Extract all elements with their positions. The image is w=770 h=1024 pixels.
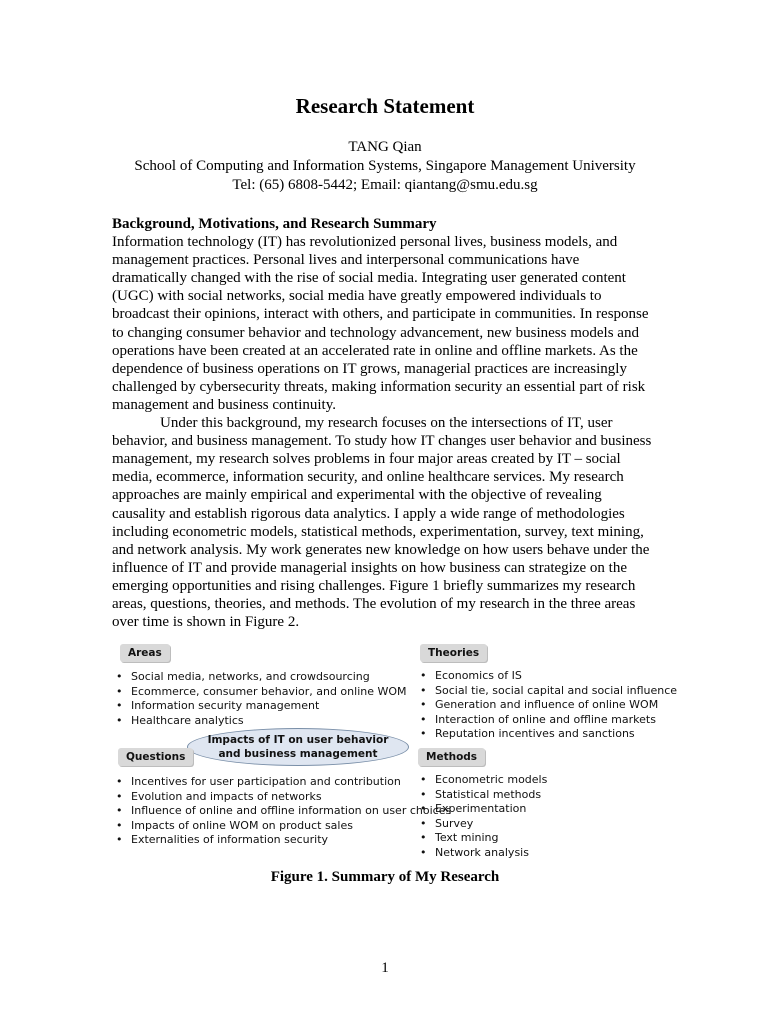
author-name: TANG Qian [348, 139, 422, 155]
list-item: • Healthcare analytics [114, 714, 407, 729]
list-item: • Network analysis [418, 846, 547, 861]
theories-label: Theories [420, 644, 487, 662]
list-item: • Statistical methods [418, 788, 547, 803]
document-title: Research Statement [295, 94, 475, 118]
center-concept-ellipse [187, 728, 409, 766]
section-heading: Background, Motivations, and Research Summary [112, 216, 437, 232]
list-item: • Experimentation [418, 802, 547, 817]
paragraph-1: Information technology (IT) has revolutionized personal lives, business models, and management practices. Personal lives and interpersonal communications have dramatically changed with the rise of social media. Integrating user generated content (UGC) with social networks, social media have greatly empowered individuals to broadcast their opinions, interact with others, and participate in communities. In response to changing consumer behavior and technology advancement, new business models and operations have been created at an accelerated rate in online and offline markets. As the dependence of business operations on IT grows, managerial practices are increasingly challenged by cybersecurity threats, making information security an essential part of risk management and business continuity. [112, 234, 649, 413]
list-item: • Ecommerce, consumer behavior, and online WOM [114, 685, 407, 700]
questions-label: Questions [118, 748, 193, 766]
list-item: • Impacts of online WOM on product sales [114, 819, 451, 834]
list-item: • Reputation incentives and sanctions [418, 727, 677, 742]
list-item: • Social tie, social capital and social influence [418, 684, 677, 699]
list-item: • Generation and influence of online WOM [418, 698, 677, 713]
list-item: • Interaction of online and offline markets [418, 713, 677, 728]
list-item: • Evolution and impacts of networks [114, 790, 451, 805]
list-item: • Econometric models [418, 773, 547, 788]
areas-label: Areas [120, 644, 170, 662]
questions-list [114, 775, 451, 848]
methods-list [418, 773, 547, 861]
list-item: • Social media, networks, and crowdsourcing [114, 670, 407, 685]
paragraph-2: Under this background, my research focuses on the intersections of IT, user behavior, and business management. To study how IT changes user behavior and business management, my research solves problems in four major areas created by IT – social media, ecommerce, information security, and online healthcare services. My research approaches are mainly empirical and experimental with the objective of revealing causality and establish rigorous data analytics. I apply a wide range of methodologies including econometric models, statistical methods, experimentation, survey, text mining, and network analysis. My work generates new knowledge on how users behave under the influence of IT and provide managerial insights on how business can strategize on the emerging opportunities and rising challenges. Figure 1 briefly summarizes my research areas, questions, theories, and methods. The evolution of my research in the three areas over time is shown in Figure 2. [112, 415, 652, 631]
list-item: • Survey [418, 817, 547, 832]
list-item: • Influence of online and offline information on user choices [114, 804, 451, 819]
figure-1-summary-diagram [108, 638, 678, 868]
methods-label: Methods [418, 748, 485, 766]
figure-caption: Figure 1. Summary of My Research [270, 869, 500, 885]
list-item: • Information security management [114, 699, 407, 714]
theories-list [418, 669, 677, 742]
list-item: • Externalities of information security [114, 833, 451, 848]
affiliation: School of Computing and Information Systems, Singapore Management University [134, 158, 636, 174]
areas-list [114, 670, 407, 728]
page-number: 1 [381, 960, 389, 976]
list-item: • Economics of IS [418, 669, 677, 684]
body-text [112, 215, 658, 631]
contact-info: Tel: (65) 6808-5442; Email: qiantang@smu.edu.sg [232, 177, 538, 193]
list-item: • Incentives for user participation and contribution [114, 775, 451, 790]
list-item: • Text mining [418, 831, 547, 846]
center-concept-line-1: Impacts of IT on user behavior [207, 734, 389, 746]
center-concept-line-2: and business management [218, 748, 378, 760]
